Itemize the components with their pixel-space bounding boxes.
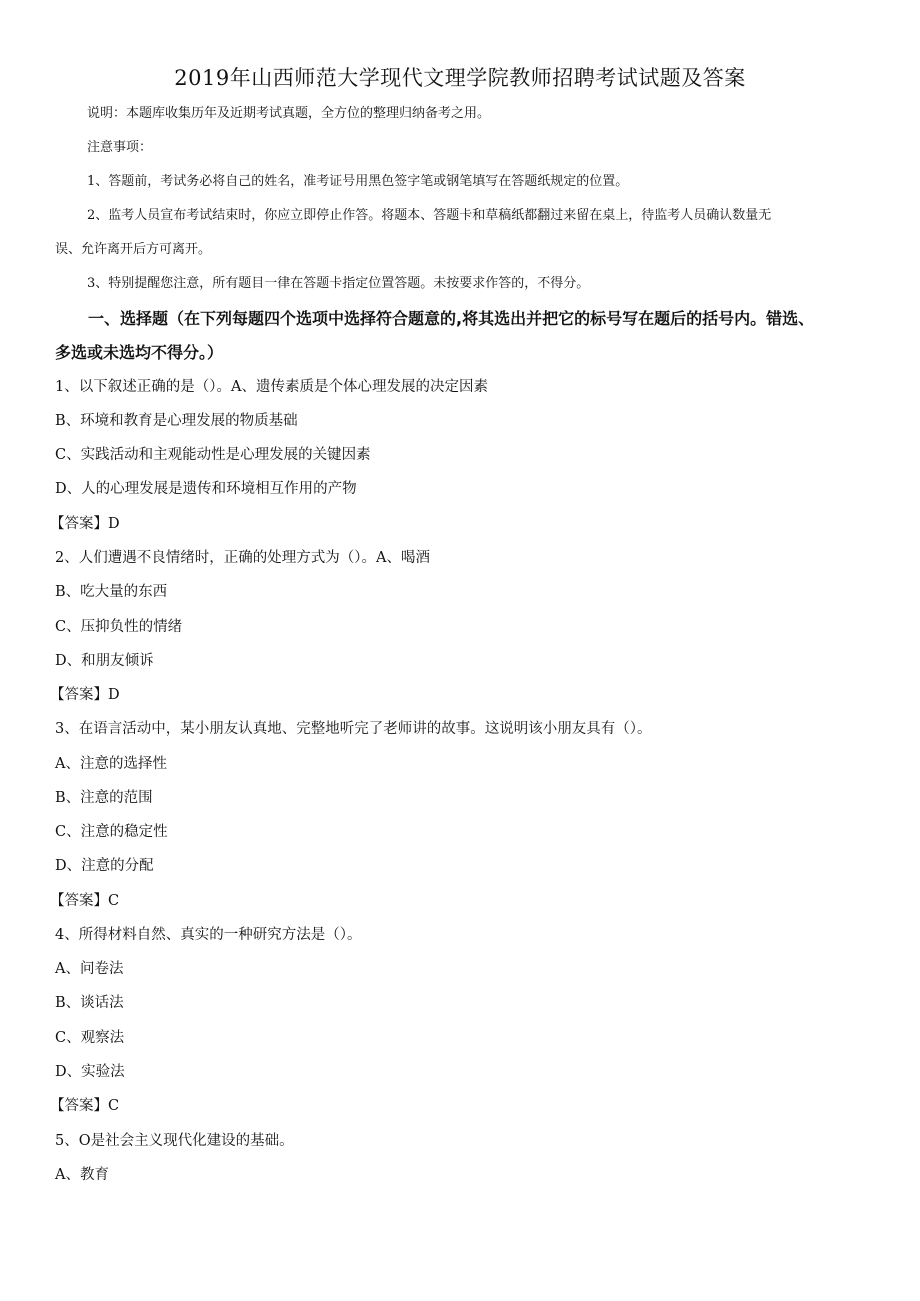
question-option: B、环境和教育是心理发展的物质基础 (55, 413, 298, 429)
question-option: C、注意的稳定性 (55, 824, 168, 840)
question-stem: 2、人们遭遇不良情绪时，正确的处理方式为（）。A、喝酒 (55, 550, 430, 566)
question-answer: 【答案】C (50, 893, 120, 909)
notice-item: 2、监考人员宣布考试结束时，你应立即停止作答。将题本、答题卡和草稿纸都翻过来留在桌上，待监考人员确认数量无 (87, 208, 772, 223)
question-answer: 【答案】D (50, 687, 120, 703)
intro-note: 说明：本题库收集历年及近期考试真题，全方位的整理归纳备考之用。 (87, 106, 491, 121)
notice-item: 误、允许离开后方可离开。 (55, 242, 212, 257)
question-option: B、注意的范围 (55, 790, 153, 806)
notice-item: 1、答题前，考试务必将自己的姓名，准考证号用黑色签字笔或钢笔填写在答题纸规定的位置。 (87, 174, 629, 189)
question-answer: 【答案】C (50, 1098, 120, 1114)
question-option: A、教育 (55, 1167, 109, 1183)
question-answer: 【答案】D (50, 516, 120, 532)
question-option: D、注意的分配 (55, 858, 154, 874)
document-title: 2019年山西师范大学现代文理学院教师招聘考试试题及答案 (174, 66, 746, 90)
question-stem: 5、O是社会主义现代化建设的基础。 (55, 1133, 294, 1149)
question-option: B、吃大量的东西 (55, 584, 168, 600)
question-option: C、实践活动和主观能动性是心理发展的关键因素 (55, 447, 371, 463)
question-option: C、压抑负性的情绪 (55, 619, 183, 635)
notice-item: 3、特别提醒您注意，所有题目一律在答题卡指定位置答题。未按要求作答的，不得分。 (87, 276, 590, 291)
section-heading: 一、选择题（在下列每题四个选项中选择符合题意的,将其选出并把它的标号写在题后的括号内。错选、 (88, 309, 815, 328)
question-stem: 4、所得材料自然、真实的一种研究方法是（）。 (55, 927, 362, 943)
question-option: D、人的心理发展是遗传和环境相互作用的产物 (55, 481, 357, 497)
notice-heading: 注意事项： (87, 140, 153, 155)
question-option: A、注意的选择性 (55, 756, 167, 772)
question-option: B、谈话法 (55, 995, 124, 1011)
question-option: C、观察法 (55, 1030, 125, 1046)
question-stem: 3、在语言活动中，某小朋友认真地、完整地听完了老师讲的故事。这说明该小朋友具有（）。 (55, 721, 652, 737)
question-option: A、问卷法 (55, 961, 124, 977)
question-option: D、实验法 (55, 1064, 125, 1080)
question-option: D、和朋友倾诉 (55, 653, 154, 669)
section-heading-continued: 多选或未选均不得分。） (55, 343, 224, 362)
question-stem: 1、以下叙述正确的是（）。A、遗传素质是个体心理发展的决定因素 (55, 379, 488, 395)
